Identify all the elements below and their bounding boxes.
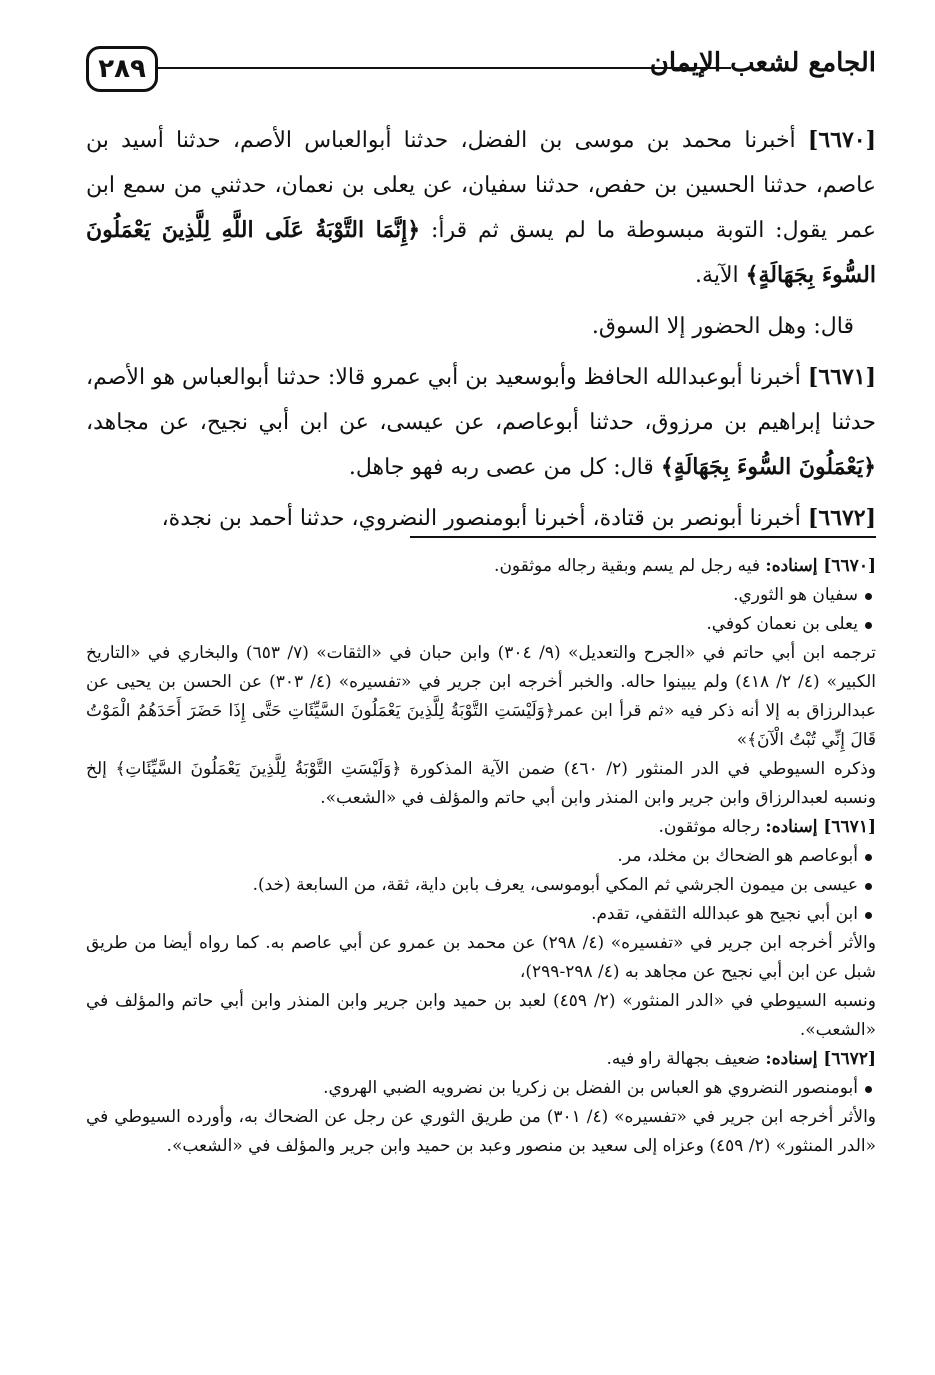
footnote-6670-head — [86, 552, 876, 581]
footnote-bullet: أبوعاصم هو الضحاك بن مخلد، مر. — [86, 842, 876, 871]
main-text — [86, 118, 876, 547]
footnote-6672-head — [86, 1045, 876, 1074]
footnotes — [86, 552, 876, 1161]
footnote-bullet: ابن أبي نجيح هو عبدالله الثقفي، تقدم. — [86, 900, 876, 929]
footnote-paragraph: والأثر أخرجه ابن جرير في «تفسيره» (٤/ ٢٩٨) عن محمد بن عمرو عن أبي عاصم به. كما رواه أيضا من طريق شبل عن ابن أبي نجيح عن مجاهد به (٤/ ٢٩٨-٢٩٩)، — [86, 933, 876, 982]
hadith-6670 — [86, 118, 876, 298]
header-rule — [156, 67, 731, 69]
hadith-number: [٦٦٧١] — [807, 364, 876, 390]
hadith-number: [٦٦٧٢] — [807, 505, 876, 531]
footnote-text: ضعيف بجهالة راو فيه. — [606, 1049, 766, 1069]
footnote-label: [٦٦٧٢] إسناده: — [765, 1049, 876, 1069]
hadith-text: أخبرنا محمد بن موسى بن الفضل، حدثنا أبوالعباس الأصم، حدثنا أسيد بن عاصم، حدثنا الحسين بن حفص، حدثنا سفيان، عن يعلى بن نعمان، حدثني من سمع ابن عمر يقول: التوبة مبسوطة ما لم يسق ثم قرأ: — [86, 128, 877, 243]
hadith-text: قال: كل من عصى ربه فهو جاهل. — [348, 455, 661, 480]
hadith-6671 — [86, 355, 876, 490]
hadith-text: أخبرنا أبوعبدالله الحافظ وأبوسعيد بن أبي عمرو قالا: حدثنا أبوالعباس هو الأصم، حدثنا إبراهيم بن مرزوق، حدثنا أبوعاصم، عن عيسى، عن ابن أبي نجيح، عن مجاهد، — [86, 365, 876, 435]
hadith-6672 — [86, 496, 876, 541]
footnote-text: فيه رجل لم يسم وبقية رجاله موثقون. — [494, 556, 766, 576]
footnote-label: [٦٦٧١] إسناده: — [765, 817, 876, 837]
footnote-paragraph: وذكره السيوطي في الدر المنثور (٢/ ٤٦٠) ضمن الآية المذكورة ﴿وَلَيْسَتِ التَّوْبَةُ لِلَّذِينَ يَعْمَلُونَ السَّيِّئَاتِ﴾ إلخ ونسبه لعبدالرزاق وابن جرير وابن المنذر وابن أبي حاتم والمؤلف في «الشعب». — [86, 759, 876, 808]
footnote-separator — [410, 536, 876, 538]
quran-verse: ﴿إِنَّمَا التَّوْبَةُ عَلَى اللَّهِ لِلَّذِينَ يَعْمَلُونَ السُّوءَ بِجَهَالَةٍ﴾ — [86, 217, 876, 288]
page-number: ٢٨٩ — [86, 46, 158, 92]
footnote-paragraph: ترجمه ابن أبي حاتم في «الجرح والتعديل» (٩/ ٣٠٤) وابن حبان في «الثقات» (٧/ ٦٥٣) والبخاري في «التاريخ الكبير» (٤/ ٢/ ٤١٨) ولم يبينوا حاله. والخبر أخرجه ابن جرير في «تفسيره» (٤/ ٣٠٣) عن الحسن بن يحيى عن عبدالرزاق به إلا أنه ذكر فيه «ثم قرأ ابن عمر﴿وَلَيْسَتِ التَّوْبَةُ لِلَّذِينَ يَعْمَلُونَ السَّيِّئَاتِ حَتَّى إِذَا حَضَرَ أَحَدَهُمُ الْمَوْتُ قَالَ إِنِّي تُبْتُ الْآنَ﴾» — [86, 643, 876, 750]
footnote-6671-head — [86, 813, 876, 842]
footnote-bullet: عيسى بن ميمون الجرشي ثم المكي أبوموسى، يعرف بابن داية، ثقة، من السابعة (خد). — [86, 871, 876, 900]
hadith-number: [٦٦٧٠] — [807, 127, 876, 153]
qala-line: قال: وهل الحضور إلا السوق. — [591, 314, 854, 339]
footnote-paragraph: ونسبه السيوطي في «الدر المنثور» (٢/ ٤٥٩) لعبد بن حميد وابن جرير وابن المنذر وابن أبي حاتم والمؤلف في «الشعب». — [86, 991, 876, 1040]
hadith-text: أخبرنا أبونصر بن قتادة، أخبرنا أبومنصور النضروي، حدثنا أحمد بن نجدة، — [161, 506, 808, 531]
footnote-paragraph: والأثر أخرجه ابن جرير في «تفسيره» (٤/ ٣٠١) من طريق الثوري عن رجل عن الضحاك به، وأورده السيوطي في «الدر المنثور» (٢/ ٤٥٩) وعزاه إلى سعيد بن منصور وعبد بن حميد وابن جرير والمؤلف في «الشعب». — [86, 1107, 877, 1156]
footnote-label: [٦٦٧٠] إسناده: — [765, 556, 876, 576]
page-header — [86, 36, 876, 110]
footnote-text: رجاله موثقون. — [658, 817, 766, 837]
footnote-bullet: سفيان هو الثوري. — [86, 581, 876, 610]
footnote-bullet: يعلى بن نعمان كوفي. — [86, 610, 876, 639]
running-title: الجامع لشعب الإيمان — [649, 48, 876, 78]
hadith-text: الآية. — [695, 263, 746, 288]
footnote-bullet: أبومنصور النضروي هو العباس بن الفضل بن زكريا بن نضرويه الضبي الهروي. — [86, 1074, 876, 1103]
quran-verse: ﴿يَعْمَلُونَ السُّوءَ بِجَهَالَةٍ﴾ — [660, 454, 876, 480]
